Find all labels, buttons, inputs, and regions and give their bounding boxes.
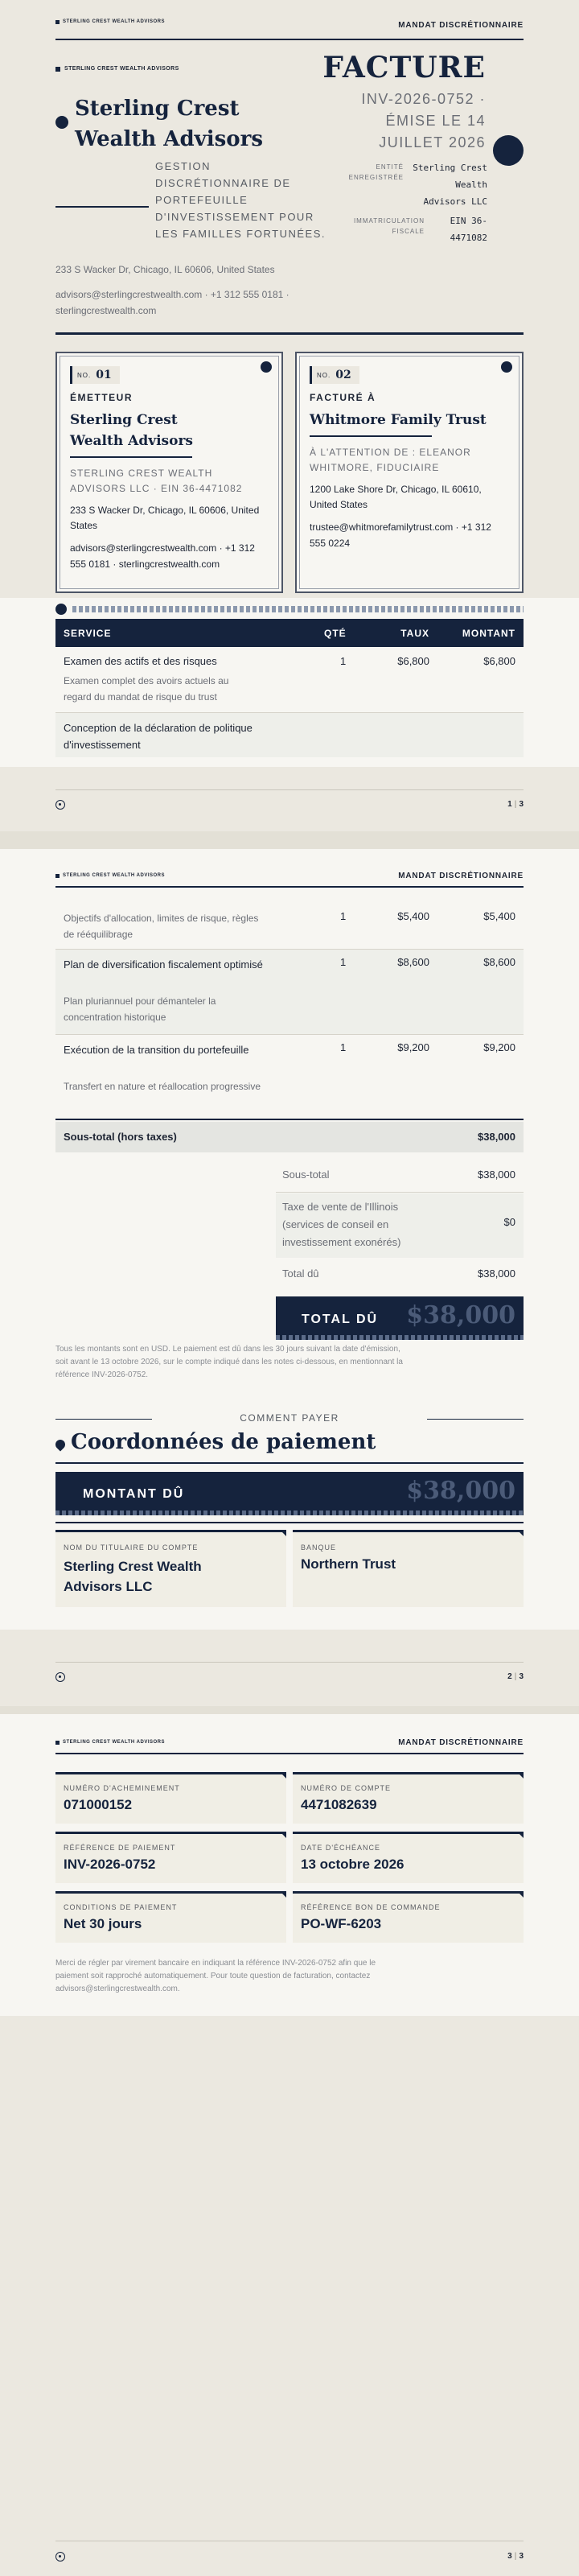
page-footer xyxy=(0,2541,579,2576)
page-number: 3 | 3 xyxy=(507,2552,524,2561)
issuer-address: 233 S Wacker Dr, Chicago, IL 60606, United States xyxy=(55,264,275,275)
payment-footnote: Merci de régler par virement bancaire en indiquant la référence INV-2026-0752 afin que le paiement soit rapproché automatiquement. Pour toute question de facturation, contactez advisors@sterlingcrestwealth.com. xyxy=(55,1959,376,1993)
col-amount: MONTANT xyxy=(462,628,515,639)
field-card xyxy=(293,1832,524,1883)
masthead-rule xyxy=(0,332,579,337)
totals-total-label: Total dû xyxy=(282,1267,319,1280)
totals-subtotal-label: Sous-total xyxy=(282,1168,330,1181)
field-key: RÉFÉRENCE DE PAIEMENT xyxy=(64,1844,176,1852)
field-key: NUMÉRO DE COMPTE xyxy=(301,1784,392,1792)
recipient-tab xyxy=(310,366,359,384)
issuer-tagline: GESTION DISCRÉTIONNAIRE DE PORTEFEUILLE D'INVESTISSEMENT POUR LES FAMILLES FORTUNÉES. xyxy=(155,160,326,240)
field-value: Sterling Crest Wealth Advisors LLC xyxy=(64,1559,202,1594)
page-header xyxy=(0,1714,579,1770)
recipient-contact: trustee@whitmorefamilytrust.com · +1 312 555 0224 xyxy=(310,521,491,549)
tab-prefix: NO. xyxy=(77,371,92,379)
footer-rule xyxy=(55,789,524,790)
recipient-card xyxy=(295,352,524,593)
field-card xyxy=(293,1530,524,1607)
page-gap xyxy=(0,831,579,849)
recipient-name: Whitmore Family Trust xyxy=(310,412,487,428)
sender-heading: ÉMETTEUR xyxy=(70,392,133,403)
services-continued xyxy=(0,905,579,1147)
totals-tax-value: $0 xyxy=(503,1216,515,1228)
total-due-banner xyxy=(276,1296,524,1340)
row-title: Plan de diversification fiscalement optimisé xyxy=(64,958,263,971)
table-row xyxy=(55,647,524,713)
page-footer xyxy=(0,1630,579,1706)
field-key: NOM DU TITULAIRE DU COMPTE xyxy=(64,1544,199,1552)
row-qty: 1 xyxy=(340,910,347,922)
footer-rule xyxy=(55,1662,524,1663)
recipient-rule xyxy=(310,435,432,437)
totals-total-value: $38,000 xyxy=(478,1267,515,1280)
tagline-rule xyxy=(55,206,149,208)
mandate-label: MANDAT DISCRÉTIONNAIRE xyxy=(398,872,524,880)
header-rule xyxy=(55,39,524,40)
field-key: CONDITIONS DE PAIEMENT xyxy=(64,1903,178,1911)
field-card xyxy=(293,1772,524,1824)
col-service: SERVICE xyxy=(64,628,112,639)
tab-num: 01 xyxy=(96,369,112,381)
row-rate: $8,600 xyxy=(397,956,429,968)
bullet-dot xyxy=(55,116,68,129)
recipient-address: 1200 Lake Shore Dr, Chicago, IL 60610, United States xyxy=(310,484,482,510)
table-row xyxy=(55,1035,524,1120)
field-card xyxy=(55,1530,286,1607)
field-key: NUMÉRO D'ACHEMINEMENT xyxy=(64,1784,180,1792)
mandate-label: MANDAT DISCRÉTIONNAIRE xyxy=(398,1738,524,1747)
table-row xyxy=(55,950,524,1035)
page-total: 3 xyxy=(519,2552,524,2561)
header-rule xyxy=(55,886,524,888)
page-2 xyxy=(0,849,579,1714)
page-current: 3 xyxy=(507,2552,512,2561)
page-ring-icon xyxy=(55,1672,65,1682)
page-ring-icon xyxy=(55,2552,65,2562)
page-footer xyxy=(0,767,579,831)
payment-kicker: COMMENT PAYER xyxy=(240,1412,339,1424)
banner-dash xyxy=(55,1511,524,1515)
field-card xyxy=(55,1891,286,1943)
payment-fields-continued xyxy=(0,1770,579,2016)
row-amount: $5,400 xyxy=(483,910,515,922)
sender-card-inner xyxy=(60,356,279,589)
payment-kicker-row xyxy=(55,1412,524,1425)
page-current: 2 xyxy=(507,1672,512,1681)
field-value: 071000152 xyxy=(64,1797,133,1812)
field-key: BANQUE xyxy=(301,1544,337,1552)
row-amount: $9,200 xyxy=(483,1041,515,1053)
sender-address: 233 S Wacker Dr, Chicago, IL 60606, United States xyxy=(70,505,260,531)
recipient-card-inner xyxy=(299,356,519,589)
page-header xyxy=(0,849,579,905)
table-subtotal-value: $38,000 xyxy=(478,1131,515,1143)
page-number: 1 | 3 xyxy=(507,800,524,809)
invoice-subtitle: INV-2026-0752 · ÉMISE LE 14 JUILLET 2026 xyxy=(361,91,486,150)
seal-dot xyxy=(493,135,524,166)
entity-value: Sterling Crest Wealth Advisors LLC xyxy=(413,163,487,207)
field-value: INV-2026-0752 xyxy=(64,1857,156,1872)
sender-rule xyxy=(70,456,192,458)
mandate-label: MANDAT DISCRÉTIONNAIRE xyxy=(398,21,524,30)
total-due-value: $38,000 xyxy=(406,1301,515,1329)
payment-title-rule xyxy=(55,1462,524,1464)
page-number: 2 | 3 xyxy=(507,1672,524,1681)
page-current: 1 xyxy=(507,800,512,809)
field-value: PO-WF-6203 xyxy=(301,1916,382,1931)
totals-block xyxy=(0,1147,579,1412)
party-section xyxy=(0,340,579,598)
reg-value: EIN 36-4471082 xyxy=(450,216,487,243)
row-amount: $8,600 xyxy=(483,956,515,968)
row-title: Conception de la déclaration de politique d'investissement xyxy=(64,722,253,751)
field-value: Northern Trust xyxy=(301,1556,396,1572)
header-rule xyxy=(55,1753,524,1754)
row-title: Examen des actifs et des risques xyxy=(64,655,217,667)
table-row xyxy=(55,713,524,757)
masthead xyxy=(0,47,579,332)
field-card xyxy=(293,1891,524,1943)
brand-mini-text: STERLING CREST WEALTH ADVISORS xyxy=(63,1740,166,1745)
reg-label: IMMATRICULATION FISCALE xyxy=(353,217,425,235)
sender-contact: advisors@sterlingcrestwealth.com · +1 312 555 0181 · sterlingcrestwealth.com xyxy=(70,542,255,570)
issuer-mini-label xyxy=(55,66,179,72)
page-1 xyxy=(0,0,579,849)
field-key: RÉFÉRENCE BON DE COMMANDE xyxy=(301,1903,441,1911)
issuer-name-line2: Wealth Advisors xyxy=(75,127,263,151)
brand-mini-text: STERLING CREST WEALTH ADVISORS xyxy=(63,873,166,878)
tab-num: 02 xyxy=(335,369,351,381)
amount-due-banner xyxy=(55,1472,524,1515)
field-value: 4471082639 xyxy=(301,1797,377,1812)
pin-icon xyxy=(54,1438,68,1452)
table-subtotal-label: Sous-total (hors taxes) xyxy=(64,1131,177,1143)
sender-name: Sterling Crest Wealth Advisors xyxy=(70,412,193,449)
payment-note: Tous les montants sont en USD. Le paiement est dû dans les 30 jours suivant la date d'émission, soit avant le 13 octobre 2026, sur le compte indiqué dans les notes ci-dessous, en mentionnant la référence INV-2026-0752. xyxy=(55,1345,403,1379)
row-rate: $9,200 xyxy=(397,1041,429,1053)
page-3-blank xyxy=(0,2016,579,2541)
field-value: 13 octobre 2026 xyxy=(301,1857,404,1872)
totals-tax-label: Taxe de vente de l'Illinois (services de conseil en investissement exonérés) xyxy=(282,1201,401,1248)
payment-section xyxy=(0,1412,579,1630)
recipient-attention: À L'ATTENTION DE : ELEANOR WHITMORE, FIDUCIAIRE xyxy=(310,447,471,473)
row-rate: $6,800 xyxy=(397,655,429,667)
tab-prefix: NO. xyxy=(317,371,331,379)
amount-due-value: $38,000 xyxy=(406,1477,515,1505)
table-dot xyxy=(55,604,67,615)
kicker-rule-right xyxy=(427,1419,524,1420)
page-ring-icon xyxy=(55,800,65,810)
field-key: DATE D'ÉCHÉANCE xyxy=(301,1844,381,1852)
row-qty: 1 xyxy=(340,956,347,968)
issuer-name-line1: Sterling Crest xyxy=(75,97,240,121)
page-total: 3 xyxy=(519,800,524,809)
field-value: Net 30 jours xyxy=(64,1916,142,1931)
row-desc: Transfert en nature et réallocation progressive xyxy=(64,1081,261,1092)
row-qty: 1 xyxy=(340,1041,347,1053)
row-qty: 1 xyxy=(340,655,347,667)
page-gap xyxy=(0,1706,579,1714)
table-dash-rule xyxy=(72,606,524,612)
row-rate: $5,400 xyxy=(397,910,429,922)
issuer-contact: advisors@sterlingcrestwealth.com · +1 312 555 0181 · sterlingcrestwealth.com xyxy=(55,289,290,316)
sender-card xyxy=(55,352,283,593)
page-3 xyxy=(0,1714,579,2576)
table-header xyxy=(55,619,524,647)
row-desc: Plan pluriannuel pour démanteler la concentration historique xyxy=(64,995,216,1023)
rule-bar xyxy=(55,332,524,335)
invoice-title: FACTURE xyxy=(322,51,486,84)
total-due-label: TOTAL DÛ xyxy=(302,1313,379,1326)
totals-subtotal-value: $38,000 xyxy=(478,1168,515,1181)
services-section xyxy=(0,598,579,767)
issuer-mini-text: STERLING CREST WEALTH ADVISORS xyxy=(64,66,179,72)
sender-tab xyxy=(70,366,120,384)
amount-due-label: MONTANT DÛ xyxy=(83,1487,185,1501)
card-dot xyxy=(501,361,512,373)
col-rate: TAUX xyxy=(400,628,429,639)
totals-subtotal xyxy=(276,1164,524,1193)
issuer-name xyxy=(75,93,263,155)
field-card xyxy=(55,1832,286,1883)
entity-label: ENTITÉ ENREGISTRÉE xyxy=(348,163,404,181)
row-title: Exécution de la transition du portefeuille xyxy=(64,1044,249,1056)
totals-total xyxy=(276,1258,524,1288)
row-amount: $6,800 xyxy=(483,655,515,667)
field-card xyxy=(55,1772,286,1824)
banner-dash xyxy=(276,1335,524,1340)
payment-rule xyxy=(55,1522,524,1523)
table-row xyxy=(55,905,524,950)
row-desc: Objectifs d'allocation, limites de risque, règles de rééquilibrage xyxy=(64,913,259,940)
page-total: 3 xyxy=(519,1672,524,1681)
card-dot xyxy=(261,361,272,373)
col-qty: QTÉ xyxy=(324,628,347,639)
recipient-heading: FACTURÉ À xyxy=(310,392,376,403)
payment-title: Coordonnées de paiement xyxy=(71,1430,376,1454)
row-desc: Examen complet des avoirs actuels au regard du mandat de risque du trust xyxy=(64,675,229,703)
sender-legal: STERLING CREST WEALTH ADVISORS LLC · EIN 36-4471082 xyxy=(70,468,243,494)
square-icon xyxy=(55,67,60,72)
totals-tax xyxy=(276,1193,524,1258)
page-header xyxy=(0,0,579,47)
brand-mini-text: STERLING CREST WEALTH ADVISORS xyxy=(63,19,166,24)
